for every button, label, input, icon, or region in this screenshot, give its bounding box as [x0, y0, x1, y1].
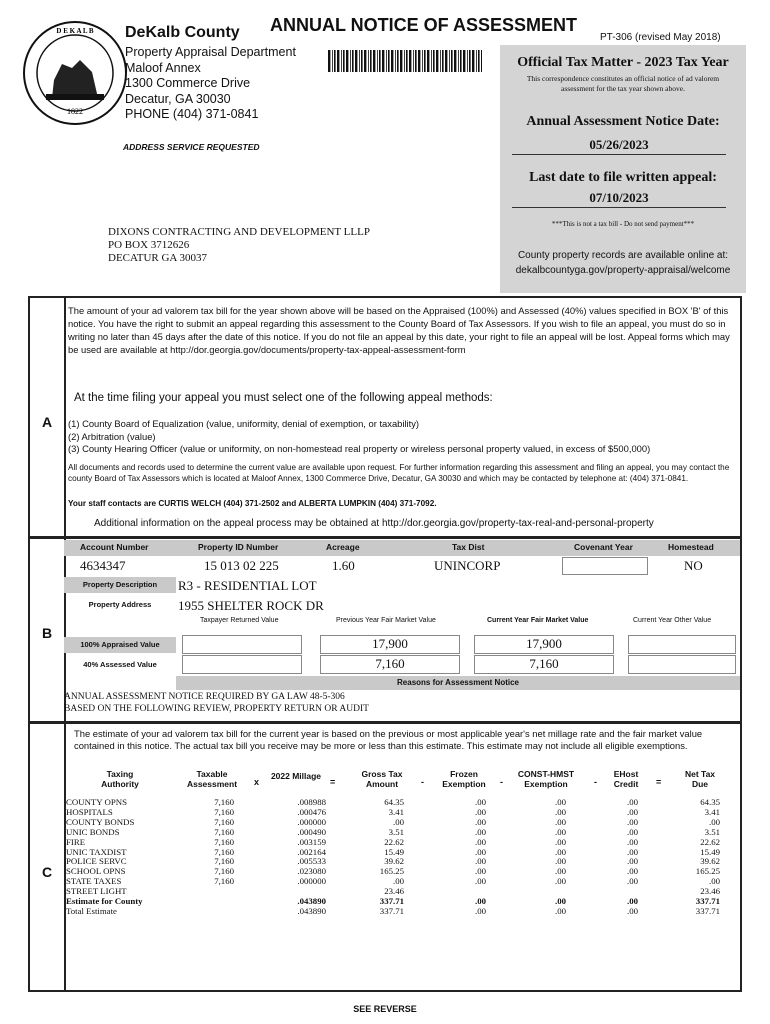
- appeal-method: (1) County Board of Equalization (value, uniformity, denial of exemption, or taxability): [68, 418, 420, 429]
- property-header-bar: [64, 540, 740, 556]
- acreage: 1.60: [332, 558, 355, 573]
- tax-cell-frozen: .00: [475, 896, 486, 906]
- tax-cell-assessment: 7,160: [214, 797, 234, 807]
- appraised-value-label: 100% Appraised Value: [64, 637, 176, 653]
- op-equals: =: [330, 777, 336, 787]
- col-frozen-exemption: Frozen Exemption: [442, 769, 486, 789]
- county-name: DeKalb County: [125, 24, 240, 41]
- tax-cell-net: 337.71: [695, 896, 720, 906]
- tax-cell-const: .00: [555, 896, 566, 906]
- tax-cell-frozen: .00: [475, 846, 486, 857]
- tax-cell-const: .00: [555, 846, 566, 857]
- tax-row: [66, 797, 726, 807]
- reasons-list: [64, 691, 369, 715]
- estimate-intro: The estimate of your ad valorem tax bill for the current year is based on the previous or most applicable year's net millage rate and the fair market value contained in this notice. The actual tax bill you receive may be more or less than this estimate. This estimate may not include all eligible exemptions.: [74, 728, 703, 751]
- assessed-current: 7,160: [474, 655, 614, 674]
- tax-cell-assessment: 7,160: [214, 836, 234, 847]
- tax-cell-millage: .000476: [297, 806, 326, 817]
- tax-cell-const: .00: [555, 856, 566, 867]
- not-tax-bill-notice: ***This is not a tax bill - Do not send payment***: [551, 220, 695, 228]
- property-id: 15 013 02 225: [204, 558, 279, 573]
- address-line: Maloof Annex: [125, 60, 201, 75]
- tax-cell-millage: .000000: [297, 876, 326, 887]
- appeal-method: (2) Arbitration (value): [68, 430, 156, 442]
- tax-cell-const: .00: [555, 816, 566, 827]
- tax-row: [66, 906, 726, 916]
- tax-cell-name: Estimate for County: [66, 896, 143, 906]
- tax-cell-gross: 3.51: [388, 826, 404, 837]
- owner-address: [108, 226, 370, 265]
- tax-cell-net: 165.25: [695, 866, 720, 877]
- appraised-current: 17,900: [474, 635, 614, 654]
- tax-cell-name: UNIC BONDS: [66, 826, 120, 837]
- owner-line: DECATUR GA 30037: [108, 252, 208, 264]
- tax-cell-ehost: .00: [627, 905, 638, 916]
- seal-year: 1822: [67, 107, 83, 116]
- appeal-methods: [68, 418, 734, 456]
- col-millage: 2022 Millage: [270, 771, 322, 781]
- homestead-header: Homestead: [668, 542, 714, 552]
- assessed-other: [628, 655, 736, 674]
- tax-cell-name: SCHOOL OPNS: [66, 866, 126, 877]
- reason-line: BASED ON THE FOLLOWING REVIEW, PROPERTY RETURN OR AUDIT: [64, 704, 369, 714]
- annual-date: 05/26/2023: [512, 137, 726, 155]
- tax-row: [66, 807, 726, 817]
- other-value-header: Current Year Other Value: [633, 617, 712, 624]
- reason-line: ANNUAL ASSESSMENT NOTICE REQUIRED BY GA LAW 48-5-306: [64, 692, 345, 702]
- appraised-other: [628, 635, 736, 654]
- tax-row: [66, 827, 726, 837]
- tax-cell-net: 3.41: [704, 806, 720, 817]
- online-records-text: County property records are available online at:: [517, 250, 729, 261]
- tax-cell-gross: .00: [393, 816, 404, 827]
- tax-dist: UNINCORP: [434, 558, 501, 573]
- tax-cell-const: .00: [555, 876, 566, 887]
- assessed-value-label: 40% Assessed Value: [83, 660, 157, 669]
- section-letter: C: [41, 864, 53, 880]
- tax-cell-frozen: .00: [475, 797, 486, 807]
- account-number: 4634347: [80, 558, 126, 573]
- tax-row: [66, 856, 726, 866]
- tax-cell-assessment: 7,160: [214, 816, 234, 827]
- appeal-deadline: 07/10/2023: [512, 190, 726, 208]
- tax-cell-ehost: .00: [627, 856, 638, 867]
- appraised-returned: [182, 635, 302, 654]
- tax-cell-net: 23.46: [700, 886, 720, 897]
- tax-cell-gross: 15.49: [384, 846, 404, 857]
- owner-name: DIXONS CONTRACTING AND DEVELOPMENT LLLP: [108, 226, 370, 238]
- tax-cell-name: COUNTY BONDS: [66, 816, 135, 827]
- tax-cell-name: Total Estimate: [66, 905, 117, 916]
- tax-cell-millage: .043890: [297, 905, 326, 916]
- op-equals: =: [656, 777, 662, 787]
- tax-cell-ehost: .00: [627, 816, 638, 827]
- tax-cell-frozen: .00: [475, 836, 486, 847]
- appeal-methods-header: At the time filing your appeal you must select one of the following appeal methods:: [74, 392, 493, 404]
- tax-cell-name: POLICE SERVC: [66, 856, 127, 867]
- property-description: R3 - RESIDENTIAL LOT: [178, 578, 317, 593]
- tax-row: [66, 817, 726, 827]
- tax-row: [66, 876, 726, 886]
- section-letter: B: [41, 625, 53, 641]
- col-ehost-credit: EHost Credit: [613, 769, 639, 789]
- tax-cell-gross: 22.62: [384, 836, 404, 847]
- tax-cell-name: STREET LIGHT: [66, 886, 127, 897]
- op-minus: -: [421, 777, 424, 787]
- tax-dist-header: Tax Dist: [452, 542, 485, 552]
- tax-cell-assessment: 7,160: [214, 846, 234, 857]
- col-const-hmst: CONST-HMST Exemption: [517, 769, 575, 789]
- tax-cell-ehost: .00: [627, 846, 638, 857]
- tax-cell-ehost: .00: [627, 836, 638, 847]
- tax-cell-net: .00: [709, 816, 720, 827]
- tax-cell-net: .00: [709, 876, 720, 887]
- official-notice-text: This correspondence constitutes an official notice of ad valorem assessment for the tax year shown above.: [526, 74, 720, 93]
- tax-cell-frozen: .00: [475, 856, 486, 867]
- tax-cell-name: STATE TAXES: [66, 876, 122, 887]
- tax-cell-gross: 3.41: [388, 806, 404, 817]
- address-line: 1300 Commerce Drive: [125, 76, 251, 90]
- tax-cell-gross: 337.71: [379, 896, 404, 906]
- tax-cell-millage: .043890: [297, 896, 326, 906]
- tax-cell-const: .00: [555, 905, 566, 916]
- county-seal: [22, 20, 128, 126]
- staff-contacts: Your staff contacts are CURTIS WELCH (404) 371-2502 and ALBERTA LUMPKIN (404) 371-7092.: [68, 499, 437, 508]
- owner-line: PO BOX 3712626: [108, 239, 190, 251]
- tax-cell-assessment: 7,160: [214, 856, 234, 867]
- documents-text: All documents and records used to determine the current value are available upon request. For further information regarding this assessment and filing an appeal, you may contact the county Board of Tax Assessors which is located at Maloof Annex, 1300 Commerce Drive, Decatur, GA 30030 and which may be contacted by telephone at: (404) 371-0841.: [68, 463, 730, 483]
- tax-cell-net: 3.51: [704, 826, 720, 837]
- col-net-tax-due: Net Tax Due: [684, 769, 716, 789]
- tax-cell-net: 39.62: [700, 856, 720, 867]
- annual-date-label: Annual Assessment Notice Date:: [526, 114, 720, 129]
- barcode: [328, 50, 482, 72]
- additional-info: Additional information on the appeal process may be obtained at http://dor.georgia.gov/property-tax-real-and-personal-property: [94, 518, 654, 529]
- reasons-header: Reasons for Assessment Notice: [176, 676, 740, 690]
- see-reverse: SEE REVERSE: [353, 1004, 417, 1014]
- acreage-header: Acreage: [326, 542, 360, 552]
- tax-cell-gross: 39.62: [384, 856, 404, 867]
- tax-cell-ehost: .00: [627, 826, 638, 837]
- appeal-rights-text: The amount of your ad valorem tax bill for the year shown above will be based on the Appraised (100%) and Assessed (40%) values specified in BOX 'B' of this notice. You have the right to submit an appeal regarding this assessment to the County Board of Tax Assessors. If you wish to file an appeal, you must do so in writing no later than 45 days after the date of this notice. If you do not file an appeal by this date, your right to file an appeal will be lost. Appeal forms which may be used are available at http://dor.georgia.gov/documents/property-tax-appeal-assessment-form: [68, 305, 730, 355]
- current-value-header: Current Year Fair Market Value: [487, 617, 589, 624]
- returned-value-header: Taxpayer Returned Value: [200, 617, 279, 624]
- col-gross-tax: Gross Tax Amount: [361, 769, 403, 789]
- tax-cell-gross: .00: [393, 876, 404, 887]
- address-service-requested: ADDRESS SERVICE REQUESTED: [123, 142, 260, 152]
- address-line: PHONE (404) 371-0841: [125, 107, 259, 121]
- form-number: PT-306 (revised May 2018): [600, 32, 721, 43]
- tax-cell-millage: .000490: [297, 826, 326, 837]
- tax-cell-ehost: .00: [627, 806, 638, 817]
- tax-cell-frozen: .00: [475, 905, 486, 916]
- tax-cell-assessment: 7,160: [214, 866, 234, 877]
- tax-cell-gross: 337.71: [379, 905, 404, 916]
- tax-cell-net: 15.49: [700, 846, 720, 857]
- notice-title: ANNUAL NOTICE OF ASSESSMENT: [270, 15, 578, 35]
- assessed-returned: [182, 655, 302, 674]
- tax-cell-frozen: .00: [475, 876, 486, 887]
- tax-cell-ehost: .00: [627, 876, 638, 887]
- tax-cell-net: 64.35: [700, 797, 720, 807]
- tax-cell-net: 22.62: [700, 836, 720, 847]
- property-address-label: Property Address: [88, 600, 152, 609]
- appraised-previous: 17,900: [320, 635, 460, 654]
- address-line: Decatur, GA 30030: [125, 91, 231, 106]
- tax-row: [66, 886, 726, 896]
- tax-cell-ehost: .00: [627, 866, 638, 877]
- tax-cell-millage: .005533: [297, 856, 326, 867]
- property-address: 1955 SHELTER ROCK DR: [178, 598, 324, 613]
- tax-cell-ehost: .00: [627, 797, 638, 807]
- tax-cell-assessment: 7,160: [214, 876, 234, 887]
- tax-cell-frozen: .00: [475, 866, 486, 877]
- homestead: NO: [684, 558, 703, 573]
- tax-cell-assessment: 7,160: [214, 806, 234, 817]
- tax-cell-name: HOSPITALS: [66, 806, 113, 817]
- tax-cell-const: .00: [555, 806, 566, 817]
- svg-text:D E K A L B: D E K A L B: [56, 27, 94, 35]
- op-minus: -: [594, 777, 597, 787]
- tax-cell-millage: .003159: [297, 836, 326, 847]
- op-times: x: [254, 777, 260, 787]
- covenant-year-header: Covenant Year: [574, 542, 633, 552]
- tax-cell-name: FIRE: [66, 836, 86, 847]
- tax-cell-gross: 165.25: [379, 866, 404, 877]
- tax-cell-frozen: .00: [475, 816, 486, 827]
- tax-cell-frozen: .00: [475, 806, 486, 817]
- account-number-header: Account Number: [80, 542, 149, 552]
- covenant-year-box: [562, 557, 648, 575]
- tax-cell-name: COUNTY OPNS: [66, 797, 128, 807]
- department-address: [125, 45, 296, 123]
- tax-cell-const: .00: [555, 836, 566, 847]
- tax-cell-const: .00: [555, 866, 566, 877]
- tax-row: [66, 837, 726, 847]
- tax-cell-ehost: .00: [627, 896, 638, 906]
- tax-cell-assessment: 7,160: [214, 826, 234, 837]
- tax-cell-frozen: .00: [475, 826, 486, 837]
- official-tax-matter: Official Tax Matter - 2023 Tax Year: [517, 55, 729, 70]
- tax-cell-const: .00: [555, 797, 566, 807]
- tax-cell-millage: .000000: [297, 816, 326, 827]
- op-minus: -: [500, 777, 503, 787]
- online-records: [500, 248, 746, 278]
- appeal-method: (3) County Hearing Officer (value or uniformity, on non-homestead real property or wireless personal property valued, in excess of $500,000): [68, 443, 651, 454]
- section-letter: A: [41, 414, 53, 430]
- tax-cell-gross: 23.46: [384, 886, 404, 897]
- tax-row: [66, 847, 726, 857]
- property-description-label: Property Description: [64, 577, 176, 593]
- address-line: Property Appraisal Department: [125, 45, 296, 59]
- assessed-previous: 7,160: [320, 655, 460, 674]
- property-id-header: Property ID Number: [198, 542, 279, 552]
- col-taxable-assessment: Taxable Assessment: [186, 769, 238, 789]
- tax-row: [66, 866, 726, 876]
- tax-cell-millage: .023080: [297, 866, 326, 877]
- tax-cell-millage: .008988: [297, 797, 326, 807]
- tax-cell-name: UNIC TAXDIST: [66, 846, 127, 857]
- tax-cell-net: 337.71: [695, 905, 720, 916]
- tax-cell-const: .00: [555, 826, 566, 837]
- appeal-deadline-label: Last date to file written appeal:: [529, 170, 717, 185]
- previous-value-header: Previous Year Fair Market Value: [336, 617, 436, 624]
- tax-row: [66, 896, 726, 906]
- tax-cell-gross: 64.35: [384, 797, 404, 807]
- col-taxing-authority: Taxing Authority: [101, 769, 139, 789]
- tax-cell-millage: .002164: [297, 846, 326, 857]
- online-records-link[interactable]: dekalbcountyga.gov/property-appraisal/welcome: [515, 265, 731, 276]
